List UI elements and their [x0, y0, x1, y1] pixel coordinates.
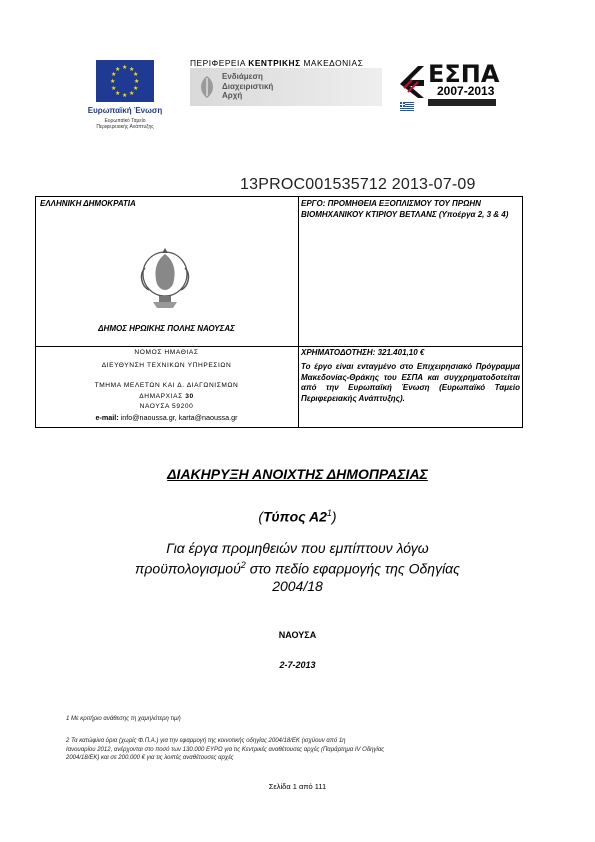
- email-line: e-mail: info@naoussa.gr, karta@naoussa.gr: [95, 413, 238, 422]
- espa-band: [428, 99, 496, 106]
- managing-authority-text: Ενδιάμεση Διαχειριστική Αρχή: [222, 72, 274, 100]
- svg-text:★: ★: [111, 71, 117, 78]
- address-street: ΔΗΜΑΡΧΙΑΣ 30: [139, 393, 194, 400]
- svg-text:★: ★: [122, 64, 128, 71]
- footnote-2: 2 Τα κατώφλια όρια (χωρίς Φ.Π.Α.) για την εφαρμογή της κοινοτικής οδηγίας 2004/18/ΕΚ (ισχύουν από 1η Ιανουαρίου 2012, ανέρχονται στο ποσό των 130.000 ΕΥΡΩ για τις Κεντρικές αναθέτουσες αρχές (Παράρτημα IV Οδηγίας 2004/18/ΕΚ) και σε 200.000 € για τις λοιπές αναθέτουσες αρχές: [66, 738, 385, 761]
- program-note: Το έργο είναι ενταγμένο στο Επιχειρησιακό Πρόγραμμα Μακεδονίας-Θράκης του ΕΣΠΑ και συγχρηματοδοτείται από την Ευρωπαϊκή Ένωση (Ευρωπαϊκό Ταμείο Περιφερειακής Ανάπτυξης).: [301, 362, 520, 403]
- svg-text:★: ★: [134, 78, 140, 85]
- region-title: ΠΕΡΙΦΕΡΕΙΑ ΚΕΝΤΡΙΚΗΣ ΜΑΚΕΔΟΝΙΑΣ: [190, 58, 364, 68]
- funding-amount: ΧΡΗΜΑΤΟΔΟΤΗΣΗ: 321.401,10 €: [301, 348, 425, 357]
- eu-fund-caption: Ευρωπαϊκό Ταμείο Περιφερειακής Ανάπτυξης: [96, 118, 154, 130]
- svg-text:★: ★: [129, 66, 135, 73]
- leaf-icon: [196, 74, 218, 100]
- footnote-1: 1 Με κριτήριο ανάθεσης τη χαμηλότερη τιμή: [66, 716, 181, 722]
- municipality-name: ΔΗΜΟΣ ΗΡΩΙΚΗΣ ΠΟΛΗΣ ΝΑΟΥΣΑΣ: [98, 324, 235, 333]
- svg-text:★: ★: [115, 90, 121, 97]
- city: ΝΑΟΥΣΑ: [278, 630, 317, 640]
- table-divider-horizontal: [35, 346, 523, 347]
- department: ΔΙΕΥΘΥΝΣΗ ΤΕΧΝΙΚΩΝ ΥΠΗΡΕΣΙΩΝ: [101, 362, 232, 369]
- sub-department: ΤΜΗΜΑ ΜΕΛΕΤΩΝ ΚΑΙ Δ. ΔΙΑΓΩΝΙΣΜΩΝ: [94, 382, 239, 389]
- document-code: 13PROC001535712 2013-07-09: [240, 176, 476, 193]
- svg-text:ΕΣΠΑ: ΕΣΠΑ: [428, 60, 500, 88]
- type-label: (Τύπος $A2^1$): [258, 508, 337, 525]
- svg-text:★: ★: [133, 85, 139, 92]
- table-divider-vertical: [298, 196, 299, 428]
- espa-years: 2007-2013: [437, 84, 495, 98]
- page-title: ΔΙΑΚΗΡΥΞΗ ΑΝΟΙΧΤΗΣ ΔΗΜΟΠΡΑΣΙΑΣ: [167, 466, 428, 482]
- managing-authority-logo: [190, 68, 382, 106]
- svg-text:★: ★: [115, 66, 121, 73]
- hellenic-republic-label: ΕΛΛΗΝΙΚΗ ΔΗΜΟΚΡΑΤΙΑ: [40, 199, 136, 208]
- svg-text:★: ★: [122, 92, 128, 99]
- svg-text:★: ★: [133, 71, 139, 78]
- coat-of-arms-icon: [135, 240, 195, 312]
- address-city: ΝΑΟΥΣΑ 59200: [139, 403, 194, 410]
- svg-text:★: ★: [111, 85, 117, 92]
- project-title: ΕΡΓΟ: ΠΡΟΜΗΘΕΙΑ ΕΞΟΠΛΙΣΜΟΥ ΤΟΥ ΠΡΩΗΝ ΒΙΟΜΗΧΑΝΙΚΟΥ ΚΤΙΡΙΟΥ ΒΕΤΛΑΝΣ (Υποέργα 2, 3 & 4): [301, 199, 509, 219]
- eu-caption: Ευρωπαϊκή Ένωση: [87, 106, 163, 115]
- svg-text:★: ★: [110, 78, 116, 85]
- email-link-karta[interactable]: karta@naoussa.gr: [178, 413, 238, 422]
- eu-flag-logo: [96, 60, 154, 102]
- svg-text:★: ★: [129, 90, 135, 97]
- date: 2-7-2013: [279, 660, 316, 670]
- prefecture: ΝΟΜΟΣ ΗΜΑΘΙΑΣ: [134, 349, 199, 356]
- email-link-info[interactable]: info@naoussa.gr,: [120, 413, 177, 422]
- page-number: Σελίδα 1 από 111: [268, 782, 327, 791]
- subtitle: Για έργα προμηθειών που εμπίπτουν λόγω προϋπολογισμού$^2$ στο πεδίο εφαρμογής της Οδηγίας 2004/18: [135, 540, 460, 594]
- greek-flag-icon: [400, 98, 414, 107]
